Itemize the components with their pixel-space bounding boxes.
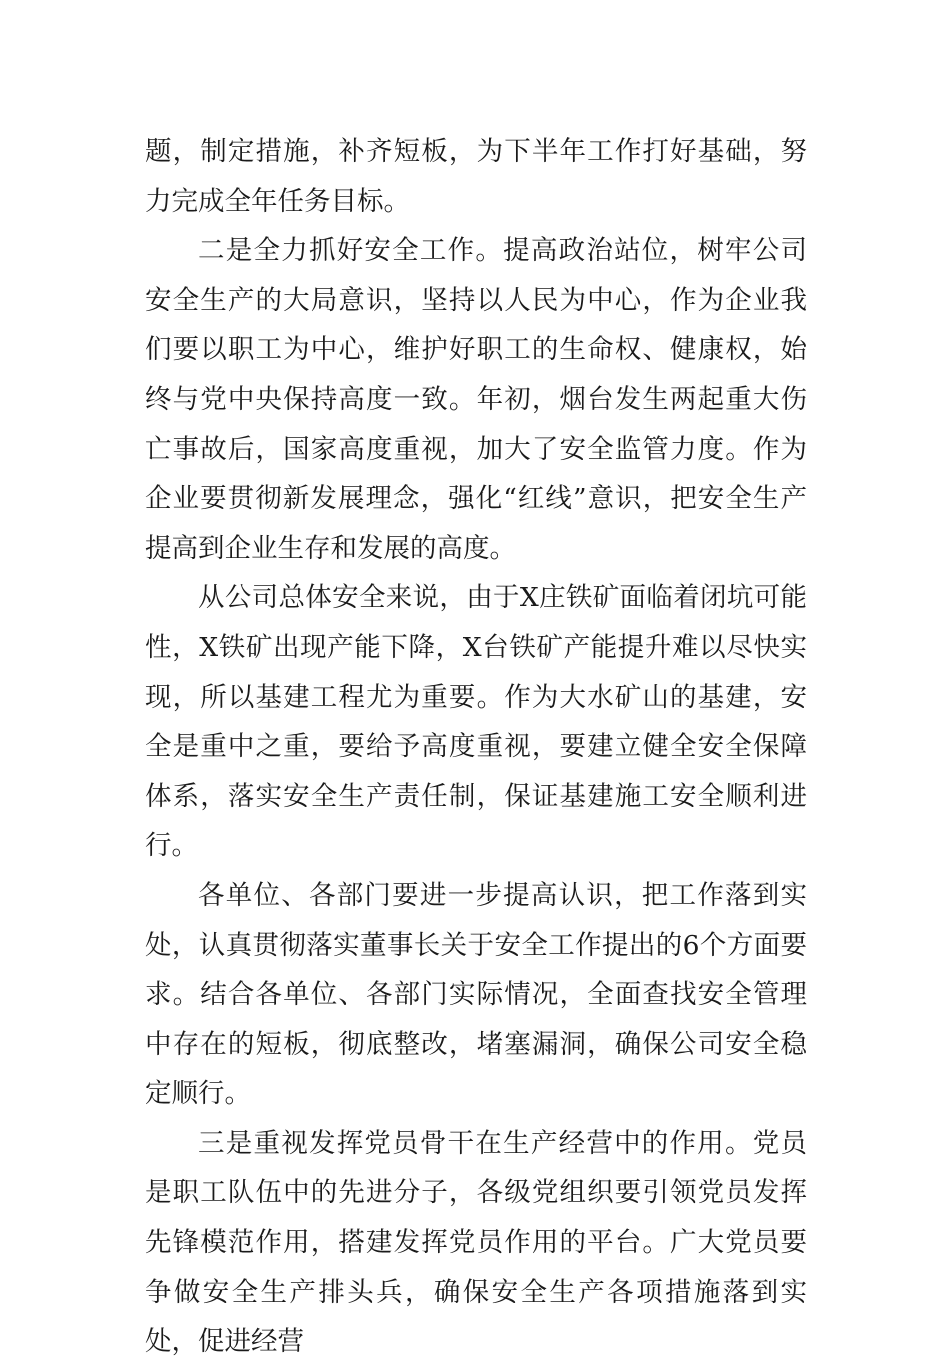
document-body (145, 127, 807, 1367)
paragraph-5: 三是重视发挥党员骨干在生产经营中的作用。党员是职工队伍中的先进分子，各级党组织要引领党员发挥先锋模范作用，搭建发挥党员作用的平台。广大党员要争做安全生产排头兵，确保安全生产各项措施落到实处，促进经营 (145, 1127, 807, 1358)
paragraph-1: 题，制定措施，补齐短板，为下半年工作打好基础，努力完成全年任务目标。 (145, 136, 807, 217)
paragraph-4: 各单位、各部门要进一步提高认识，把工作落到实处，认真贯彻落实董事长关于安全工作提出的6个方面要求。结合各单位、各部门实际情况，全面查找安全管理中存在的短板，彻底整改，堵塞漏洞，确保公司安全稳定顺行。 (145, 879, 807, 1110)
paragraph-3: 从公司总体安全来说，由于X庄铁矿面临着闭坑可能性，X铁矿出现产能下降，X台铁矿产能提升难以尽快实现，所以基建工程尤为重要。作为大水矿山的基建，安全是重中之重，要给予高度重视，要建立健全安全保障体系，落实安全生产责任制，保证基建施工安全顺利进行。 (145, 582, 807, 862)
paragraph-2: 二是全力抓好安全工作。提高政治站位，树牢公司安全生产的大局意识，坚持以人民为中心，作为企业我们要以职工为中心，维护好职工的生命权、健康权，始终与党中央保持高度一致。年初，烟台发生两起重大伤亡事故后，国家高度重视，加大了安全监管力度。作为企业要贯彻新发展理念，强化“红线”意识，把安全生产提高到企业生存和发展的高度。 (145, 235, 807, 564)
